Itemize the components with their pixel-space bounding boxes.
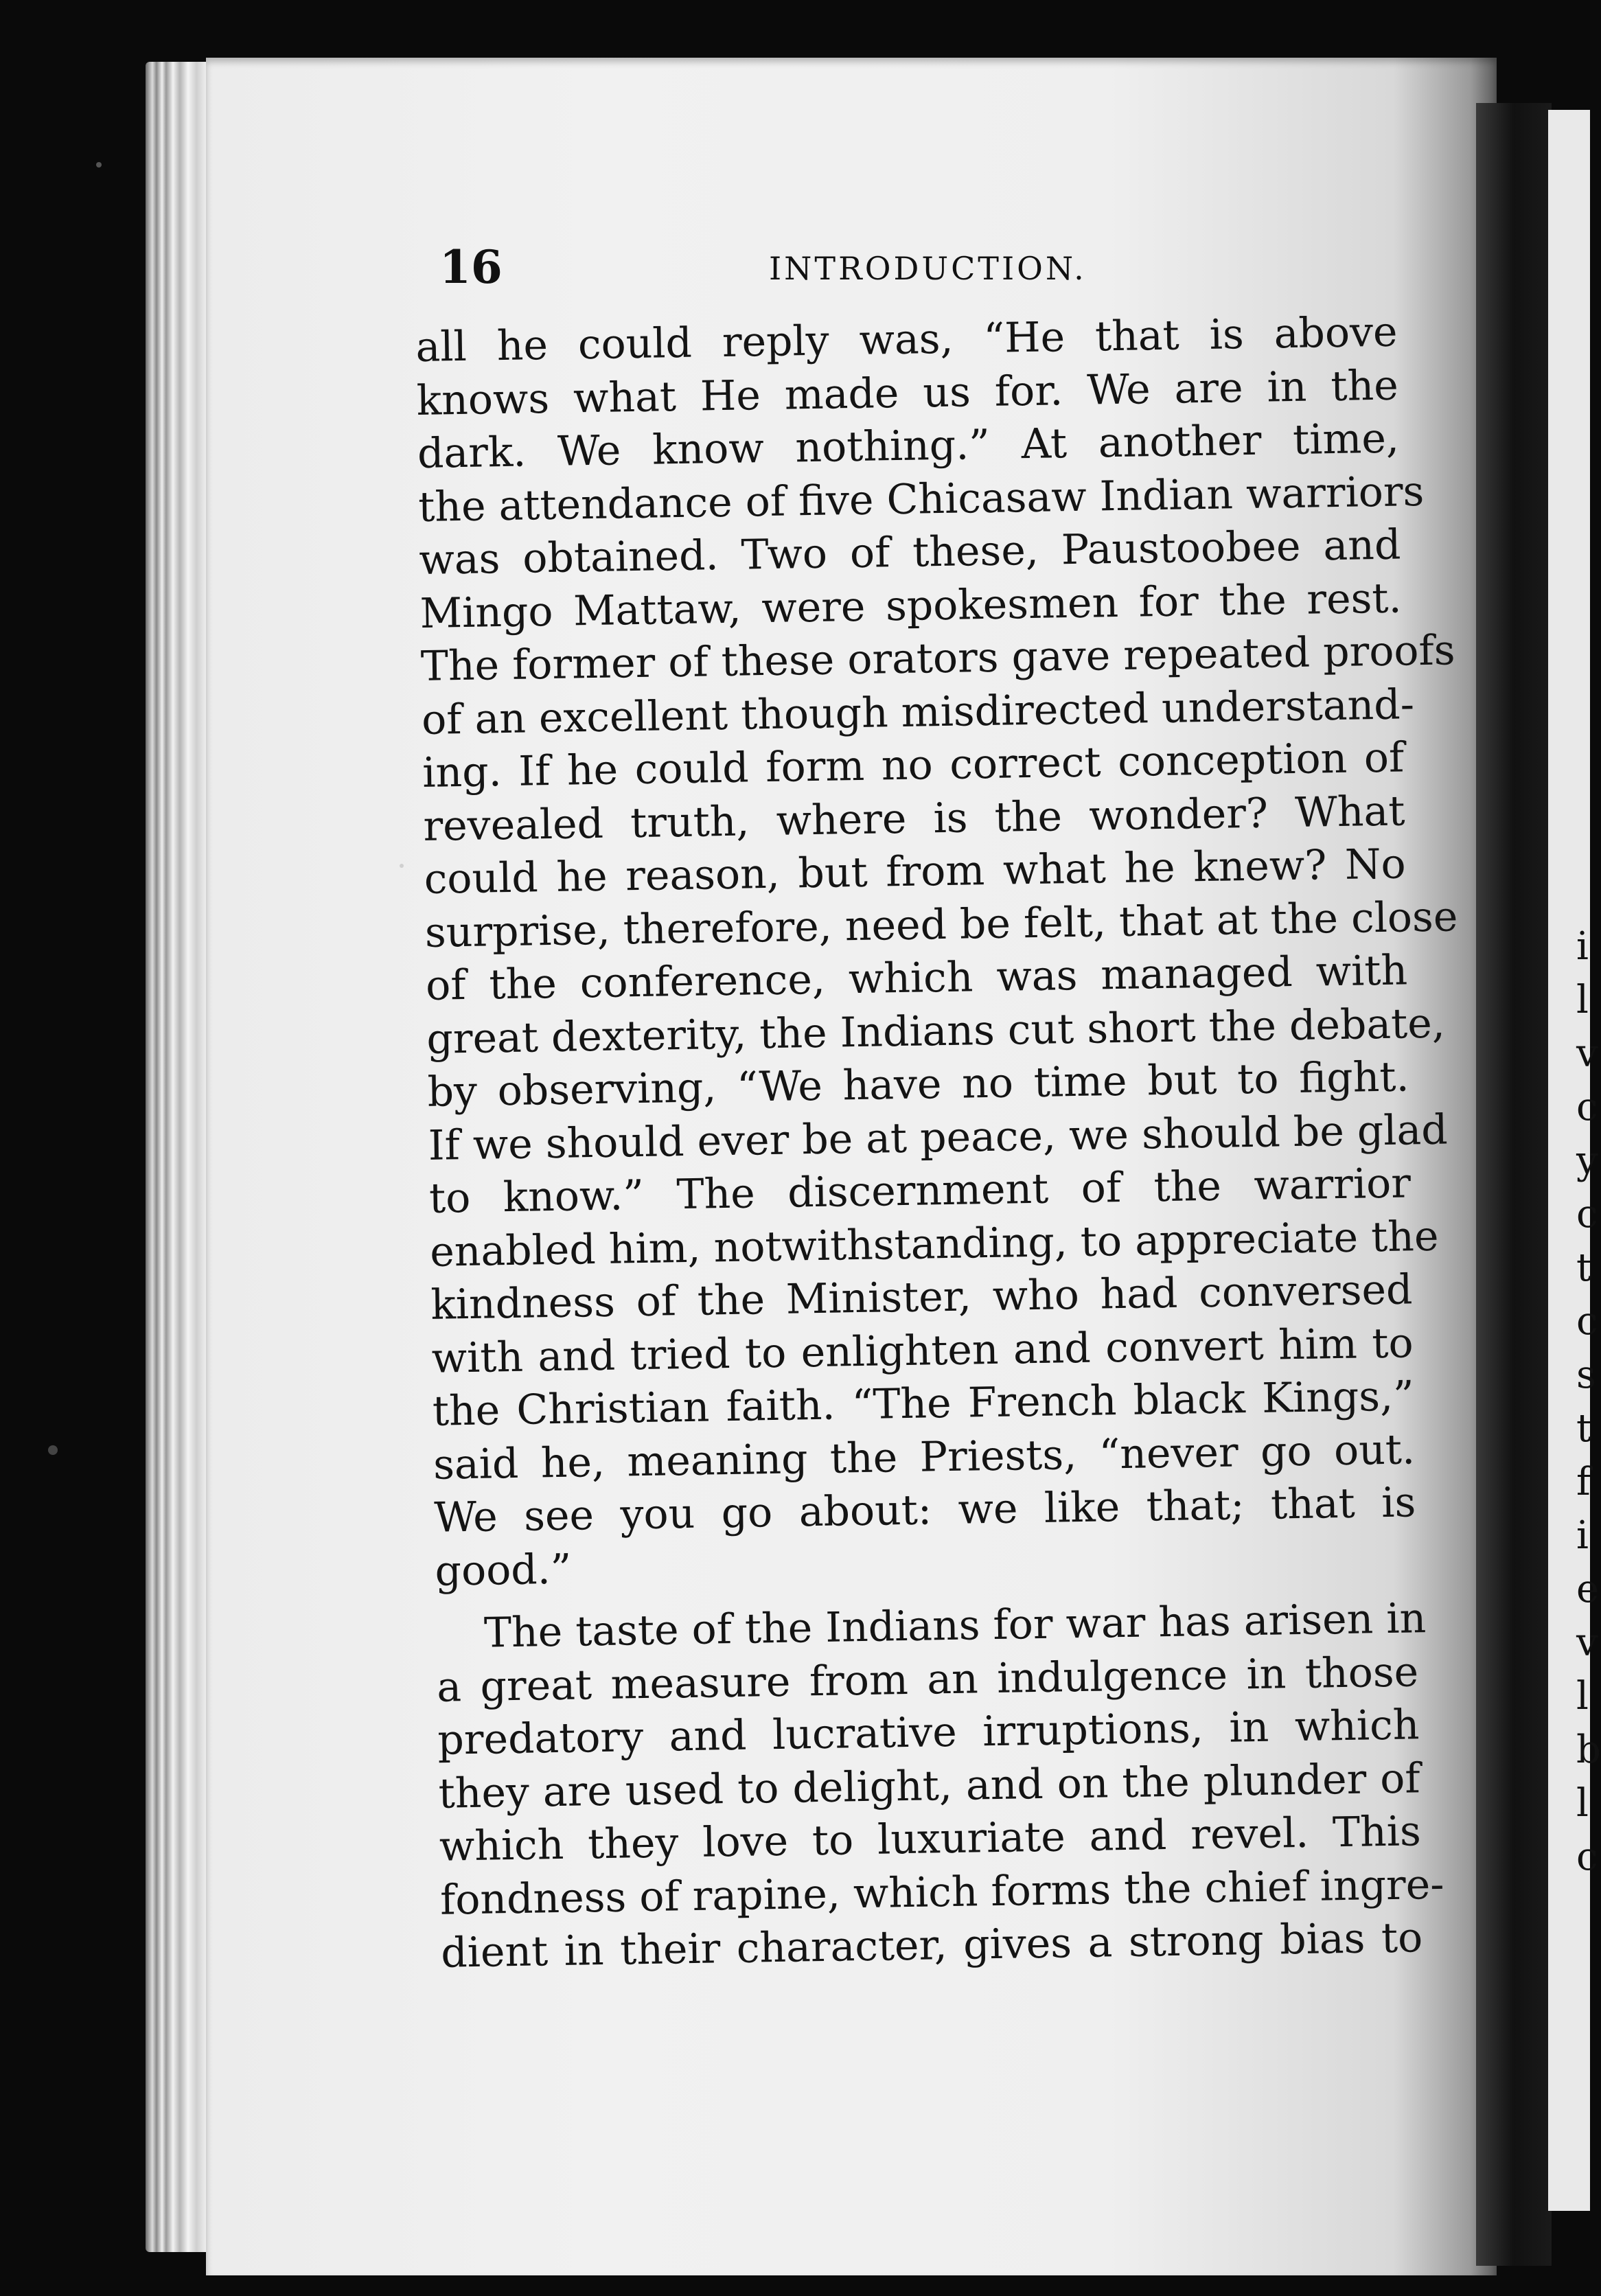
text-line: ing. If he could form no correct conception of <box>422 733 1405 797</box>
text-line: said he, meaning the Priests, “never go out. <box>433 1425 1416 1489</box>
facing-page-letter: t <box>1576 1406 1592 1451</box>
text-line: they are used to delight, and on the plunder of <box>438 1754 1421 1818</box>
text-line: great dexterity, the Indians cut short the debate, <box>426 999 1446 1064</box>
facing-page-letter: v <box>1576 1620 1598 1665</box>
text-line: Mingo Mattaw, were spokesmen for the rest. <box>419 573 1403 638</box>
text-line: of an excellent though misdirected understand- <box>421 680 1415 744</box>
page-number: 16 <box>439 240 503 294</box>
facing-page-letter: c <box>1576 1085 1598 1129</box>
text-line: predatory and lucrative irruptions, in which <box>437 1701 1420 1765</box>
text-line: knows what He made us for. We are in the <box>416 361 1399 425</box>
page-header <box>439 240 1401 295</box>
book-gutter <box>1476 103 1552 2266</box>
text-line: could he reason, but from what he knew? No <box>424 840 1407 904</box>
body-text <box>415 306 1458 1981</box>
speck <box>400 864 404 868</box>
text-line: surprise, therefore, need be felt, that at the close <box>424 892 1458 957</box>
facing-page-text-fragment <box>1576 920 1601 1884</box>
speck <box>48 1445 58 1455</box>
text-line: was obtained. Two of these, Paustoobee and <box>418 520 1401 584</box>
paragraph <box>435 1592 1444 1980</box>
text-line: to know.” The discernment of the warrior <box>428 1159 1412 1223</box>
speck <box>96 162 102 168</box>
text-line: with and tried to enlighten and convert him to <box>431 1318 1414 1383</box>
facing-page-letter: y <box>1576 1138 1598 1183</box>
text-line: We see you go about: we like that; that is <box>433 1478 1416 1542</box>
text-line: The former of these orators gave repeated proofs <box>420 626 1456 691</box>
text-line: a great measure from an indulgence in those <box>436 1647 1419 1712</box>
text-line: fondness of rapine, which forms the chief ingre- <box>439 1860 1444 1925</box>
text-line: If we should ever be at peace, we should be glad <box>428 1105 1449 1170</box>
facing-page-letter: l <box>1576 978 1589 1022</box>
text-line: dark. We know nothing.” At another time, <box>417 414 1400 478</box>
text-line: all he could reply was, “He that is above <box>415 308 1398 371</box>
facing-page-letter: c <box>1576 1299 1598 1344</box>
text-line: the Christian faith. “The French black Kings,” <box>432 1372 1415 1436</box>
text-line: which they love to luxuriate and revel. This <box>439 1807 1422 1871</box>
facing-page-letter: l <box>1576 1674 1589 1719</box>
running-head: INTRODUCTION. <box>769 250 1087 287</box>
facing-page-letter: v <box>1576 1031 1598 1076</box>
text-line: by observing, “We have no time but to fight. <box>427 1053 1410 1116</box>
facing-page-letter: l <box>1576 1781 1589 1826</box>
facing-page-letter: i <box>1576 924 1589 969</box>
facing-page-letter: b <box>1576 1727 1601 1772</box>
facing-page-letter: f <box>1576 1460 1591 1504</box>
paragraph <box>415 306 1458 1598</box>
text-line: kindness of the Minister, who had conversed <box>430 1265 1413 1329</box>
facing-page-letter: i <box>1576 1513 1589 1558</box>
facing-page-letter: t <box>1576 1245 1592 1290</box>
text-line: The taste of the Indians for war has arisen in <box>483 1594 1427 1657</box>
text-line: enabled him, notwithstanding, to appreciate the <box>429 1212 1439 1276</box>
text-line: good.” <box>435 1545 572 1596</box>
facing-page-letter: c <box>1576 1192 1598 1237</box>
text-line: dient in their character, gives a strong bias to <box>440 1914 1423 1977</box>
facing-page-letter: e <box>1576 1567 1600 1611</box>
text-line: revealed truth, where is the wonder? What <box>423 786 1405 851</box>
text-line: the attendance of five Chicasaw Indian warriors <box>417 467 1425 531</box>
facing-page-letter: c <box>1576 1835 1598 1879</box>
text-line: of the conference, which was managed with <box>425 946 1408 1010</box>
facing-page-letter: s <box>1576 1353 1596 1397</box>
